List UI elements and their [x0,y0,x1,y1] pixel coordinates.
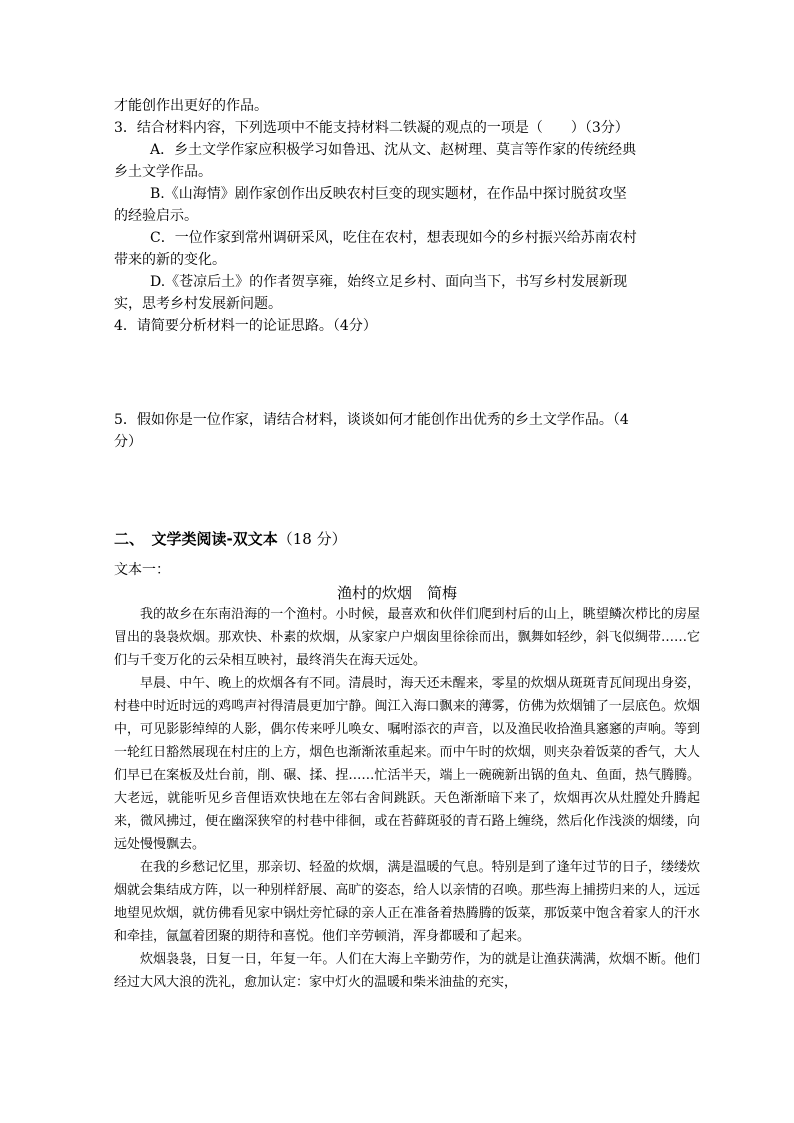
essay-title: 渔村的炊烟 简梅 [336,584,457,602]
section-score: （18 分） [277,530,347,548]
section-heading [114,528,347,549]
question-5-cont: 分） [114,434,142,450]
question-3-option-b-cont: 的经验启示。 [114,208,198,224]
question-3-option-c: C．一位作家到常州调研采风，吃住在农村，想表现如今的乡村振兴给苏南农村 [150,230,637,246]
question-4: 4．请简要分析材料一的论证思路。（4分） [114,318,377,334]
question-5: 5．假如你是一位作家，请结合材料，谈谈如何才能创作出优秀的乡土文学作品。（4 [114,412,629,428]
question-3-option-a-cont: 乡土文学作品。 [114,164,212,180]
question-3-option-b: B.《山海情》剧作家创作出反映农村巨变的现实题材，在作品中探讨脱贫攻坚 [150,186,627,202]
text-label: 文本一： [114,562,170,578]
essay-paragraph: 炊烟袅袅，日复一日，年复一年。人们在大海上辛勤劳作，为的就是让渔获满满，炊烟不断。他们经过大风大浪的洗礼，愈加认定：家中灯火的温暖和柴米油盐的充实， [114,952,700,990]
question-3-option-d: D.《苍凉后土》的作者贺享雍，始终立足乡村、面向当下，书写乡村发展新现 [150,274,628,290]
essay-body [114,603,700,994]
question-3-option-a: A．乡土文学作家应积极学习如鲁迅、沈从文、赵树理、莫言等作家的传统经典 [150,142,637,158]
question-3-option-d-cont: 实，思考乡村发展新问题。 [114,296,282,312]
section-heading-text: 二、 文学类阅读-双文本 [114,530,278,548]
essay-paragraph: 早晨、中午、晚上的炊烟各有不同。清晨时，海天还未醒来，零星的炊烟从斑斑青瓦间现出身姿，村巷中时近时远的鸡鸣声衬得清晨更加宁静。闽江入海口飘来的薄雾，仿佛为炊烟铺了一层底色。炊烟中，可见影影绰绰的人影，偶尔传来呼儿唤女、嘱咐添衣的声音，以及渔民收拾渔具窸窸的声响。等到一轮红日豁然展现在村庄的上方，烟色也渐渐浓重起来。而中午时的炊烟，则夹杂着饭菜的香气，大人们早已在案板及灶台前，削、碾、揉、捏……忙活半天，端上一碗碗新出锅的鱼丸、鱼面，热气腾腾。大老远，就能听见乡音俚语欢快地在左邻右舍间跳跃。天色渐渐暗下来了，炊烟再次从灶膛处升腾起来，微风拂过，便在幽深狭窄的村巷中徘徊，或在苔藓斑驳的青石路上缠绕，然后化作浅淡的烟缕，向远处慢慢飘去。 [114,676,700,852]
essay-paragraph: 我的故乡在东南沿海的一个渔村。小时候，最喜欢和伙伴们爬到村后的山上，眺望鳞次栉比的房屋冒出的袅袅炊烟。那欢快、朴素的炊烟，从家家户户烟囱里徐徐而出，飘舞如轻纱，斜飞似绸带……它们与千变万化的云朵相互映衬，最终消失在海天远处。 [114,607,700,668]
question-3-option-c-cont: 带来的新的变化。 [114,252,226,268]
question-3-stem: 3．结合材料内容，下列选项中不能支持材料二铁凝的观点的一项是（ ）（3分） [114,120,629,136]
essay-paragraph: 在我的乡愁记忆里，那亲切、轻盈的炊烟，满是温暖的气息。特别是到了逢年过节的日子，缕缕炊烟就会集结成方阵，以一种别样舒展、高旷的姿态，给人以亲情的召唤。那些海上捕捞归来的人，远远地望见炊烟，就仿佛看见家中锅灶旁忙碌的亲人正在准备着热腾腾的饭菜，那饭菜中饱含着家人的汗水和牵挂，氤氲着团聚的期待和喜悦。他们辛劳顿消，浑身都暖和了起来。 [114,860,700,944]
continuation-line: 才能创作出更好的作品。 [114,98,268,114]
